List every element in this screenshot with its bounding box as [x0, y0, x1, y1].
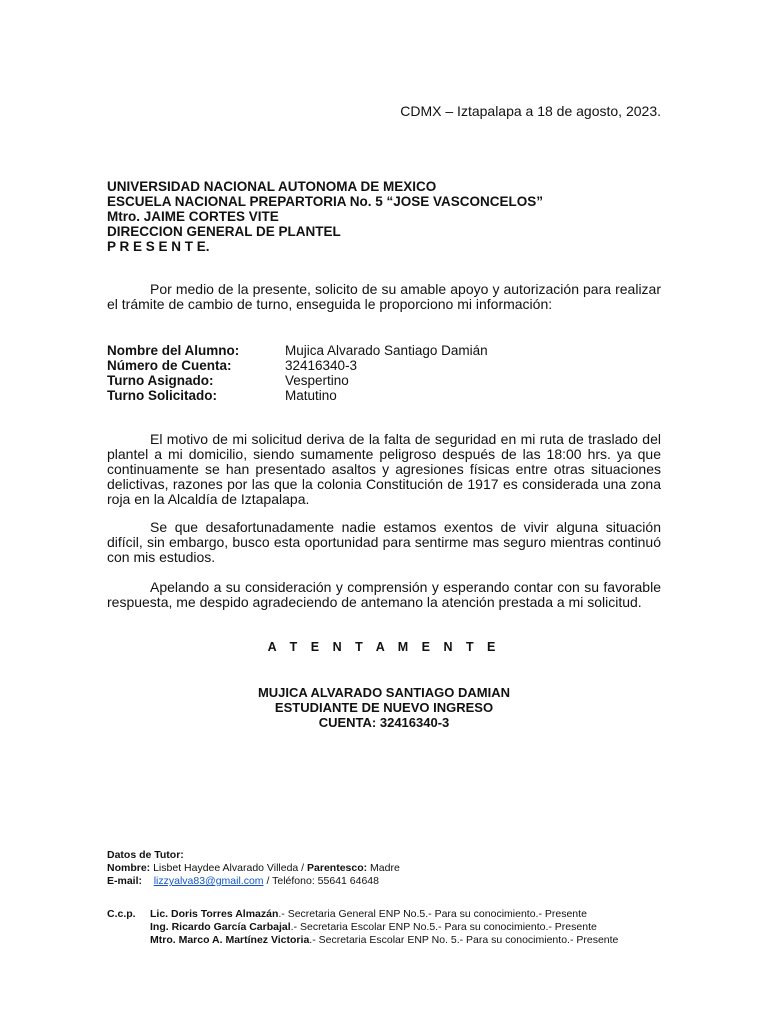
ccp-block [107, 908, 667, 947]
info-row-assigned-shift [107, 373, 627, 388]
hardship-paragraph: Se que desafortunadamente nadie estamos exentos de vivir alguna situación difícil, sin embargo, busco esta oportunidad para sentirme mas seguro mientras continuó con mis estudios. [107, 519, 661, 565]
tutor-relation-value: Madre [370, 862, 400, 874]
ccp-row [107, 908, 667, 921]
tutor-email-link[interactable]: lizzyalva83@gmail.com [153, 875, 264, 887]
addressee-director: Mtro. JAIME CORTES VITE [107, 209, 279, 224]
ccp-entry-text: .- Secretaria Escolar ENP No. 5.- Para su conocimiento.- Presente [309, 934, 619, 946]
intro-paragraph: Por medio de la presente, solicito de su amable apoyo y autorización para realizar el trámite de cambio de turno, enseguida le proporciono mi información: [107, 281, 661, 312]
info-label: Nombre del Alumno: [107, 343, 240, 358]
info-label: Número de Cuenta: [107, 358, 232, 373]
ccp-entry-name: Ing. Ricardo García Carbajal [150, 921, 291, 933]
ccp-entry [150, 921, 597, 934]
signature-name: MUJICA ALVARADO SANTIAGO DAMIAN [257, 685, 511, 700]
tutor-relation-label: Parentesco: [307, 862, 368, 874]
tutor-email-label: E-mail: [107, 875, 143, 887]
atentamente-text: A T E N T A M E N T E [267, 640, 501, 654]
student-info-block [107, 343, 627, 403]
tutor-name-label: Nombre: [107, 862, 151, 874]
signature-account: CUENTA: 32416340-3 [318, 715, 450, 730]
addressee-school: ESCUELA NACIONAL PREPARTORIA No. 5 “JOSE VASCONCELOS” [107, 194, 544, 209]
addressee-department: DIRECCION GENERAL DE PLANTEL [107, 224, 341, 239]
ccp-entry-text: .- Secretaria Escolar ENP No.5.- Para su conocimiento.- Presente [290, 921, 597, 933]
info-label: Turno Solicitado: [107, 388, 217, 403]
info-value: Vespertino [285, 373, 349, 388]
atentamente-heading [0, 640, 768, 654]
ccp-entry-name: Mtro. Marco A. Martínez Victoria [150, 934, 310, 946]
info-row-requested-shift [107, 388, 627, 403]
ccp-entry [150, 908, 587, 921]
signature-role: ESTUDIANTE DE NUEVO INGRESO [274, 700, 494, 715]
info-row-name [107, 343, 627, 358]
reason-paragraph: El motivo de mi solicitud deriva de la falta de seguridad en mi ruta de traslado del plantel a mi domicilio, siendo sumamente peligroso después de las 18:00 hrs. ya que continuamente se han presentado asaltos y agresiones físicas entre otras situaciones delictivas, razones por las que la colonia Constitución de 1917 es considerada una zona roja en la Alcaldía de Iztapalapa. [107, 431, 661, 507]
ccp-entry [150, 934, 618, 947]
addressee-presente: P R E S E N T E. [107, 239, 210, 254]
ccp-row [107, 921, 667, 934]
addressee-block [107, 179, 543, 254]
tutor-phone-value: 55641 64648 [317, 875, 379, 887]
tutor-block [107, 849, 400, 888]
closing-paragraph: Apelando a su consideración y comprensión y esperando contar con su favorable respuesta, me despido agradeciendo de antemano la atención prestada a mi solicitud. [107, 579, 661, 610]
info-value: 32416340-3 [285, 358, 358, 373]
addressee-university: UNIVERSIDAD NACIONAL AUTONOMA DE MEXICO [107, 179, 437, 194]
ccp-entry-text: .- Secretaria General ENP No.5.- Para su conocimiento.- Presente [278, 908, 587, 920]
tutor-contact-line [107, 875, 400, 888]
info-label: Turno Asignado: [107, 373, 214, 388]
info-value: Mujica Alvarado Santiago Damián [285, 343, 488, 358]
ccp-entry-name: Lic. Doris Torres Almazán [150, 908, 279, 920]
ccp-label: C.c.p. [107, 908, 136, 920]
signature-block [0, 685, 768, 730]
tutor-name-line [107, 862, 400, 875]
date-line: CDMX – Iztapalapa a 18 de agosto, 2023. [400, 103, 661, 119]
ccp-row [107, 934, 667, 947]
info-value: Matutino [285, 388, 337, 403]
info-row-account [107, 358, 627, 373]
tutor-phone-label: / Teléfono: [266, 875, 315, 887]
tutor-heading: Datos de Tutor: [107, 849, 184, 861]
tutor-name-value: Lisbet Haydee Alvarado Villeda / [153, 862, 305, 874]
